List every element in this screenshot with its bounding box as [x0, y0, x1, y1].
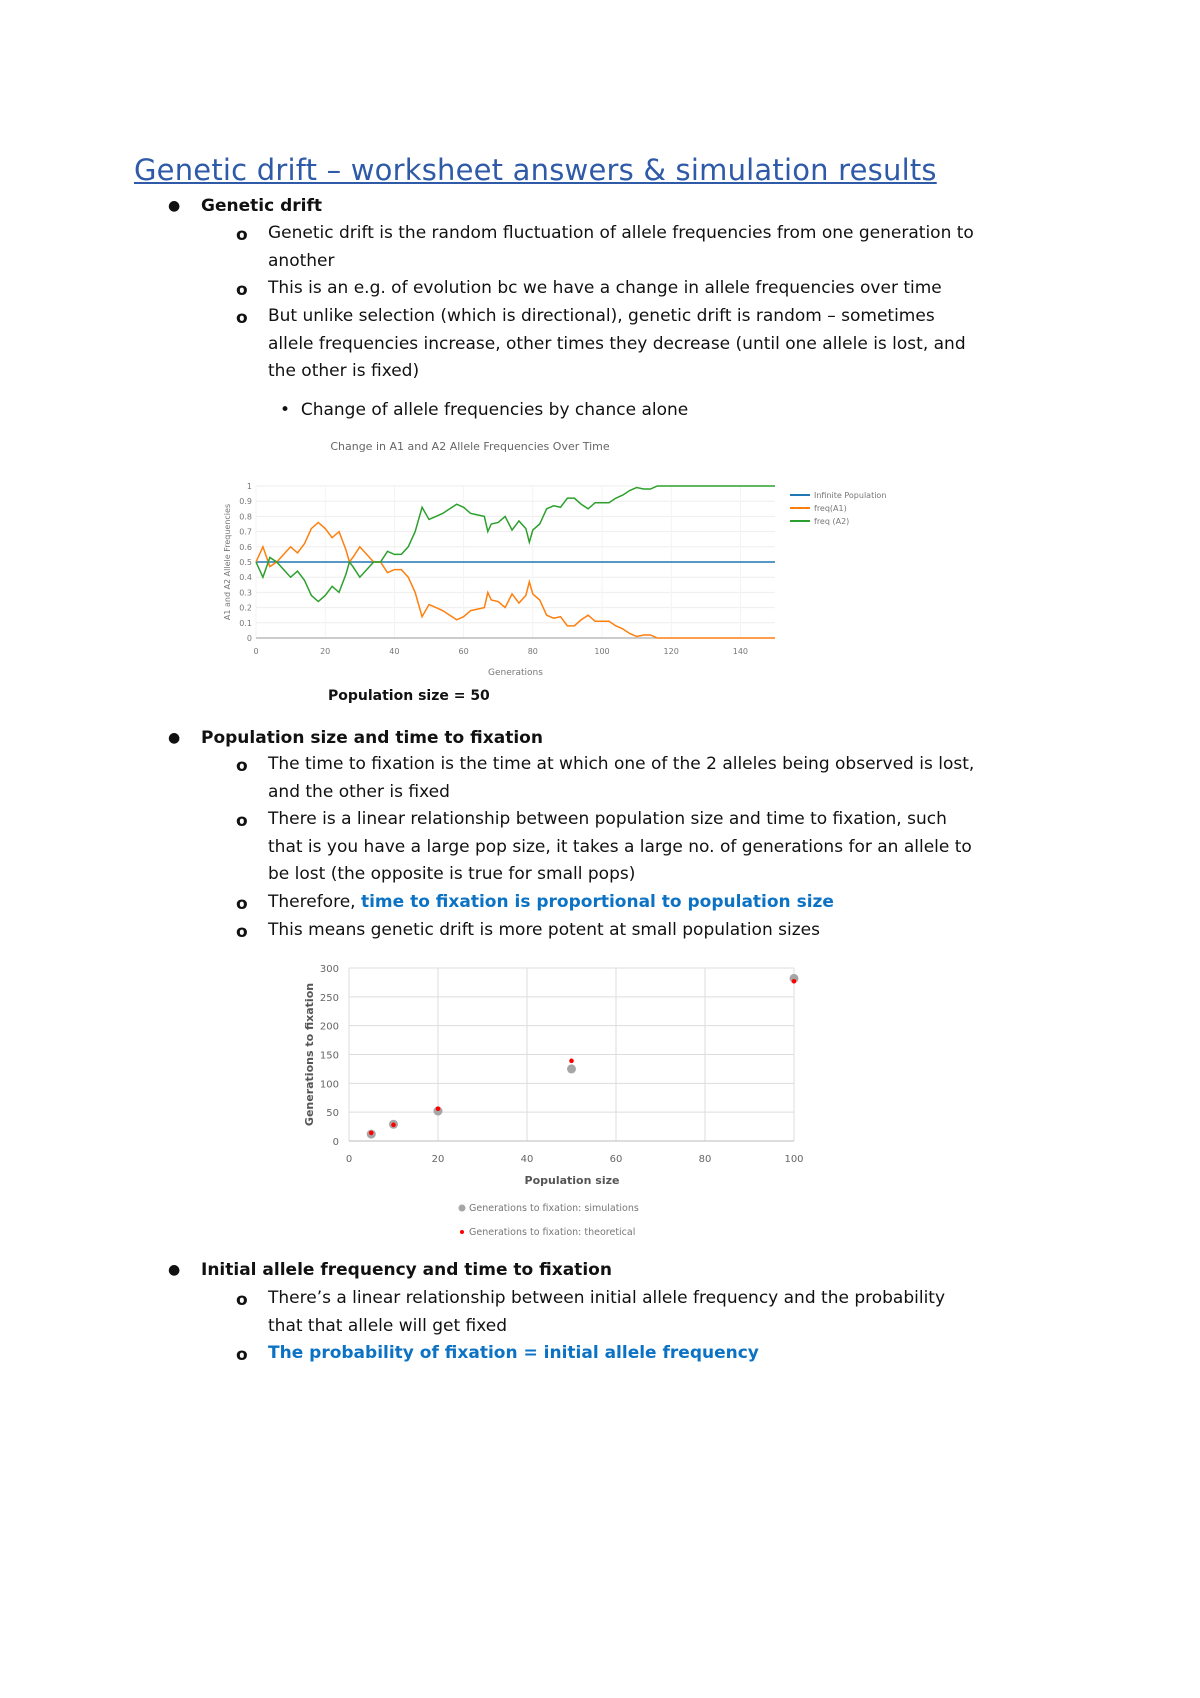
list-item: This is an e.g. of evolution bc we have a change in allele frequencies over time — [268, 278, 942, 298]
data-point-theoretical — [391, 1123, 396, 1128]
x-tick-label: 80 — [698, 1154, 712, 1165]
bullet-icon: ● — [168, 198, 181, 214]
x-tick-label: 120 — [663, 647, 679, 656]
x-tick-label: 20 — [431, 1154, 445, 1165]
legend-label: freq(A1) — [814, 504, 847, 513]
y-tick-label: 1 — [246, 482, 252, 491]
x-tick-label: 140 — [732, 647, 749, 656]
y-axis-label: Generations to fixation — [303, 982, 316, 1127]
chart-title: Change in A1 and A2 Allele Frequencies Over Time — [330, 440, 610, 453]
y-tick-label: 0.3 — [239, 588, 252, 598]
legend-label: Generations to fixation: simulations — [469, 1203, 639, 1214]
legend-marker — [460, 1230, 464, 1234]
y-tick-label: 250 — [319, 992, 339, 1004]
list-item: The probability of fixation = initial allele frequency — [268, 1343, 759, 1363]
x-tick-label: 80 — [527, 647, 538, 656]
section-heading: Population size and time to fixation — [201, 728, 543, 748]
y-tick-label: 0.5 — [239, 558, 252, 567]
x-tick-label: 0 — [253, 647, 259, 656]
y-tick-label: 100 — [319, 1079, 339, 1091]
x-tick-label: 60 — [609, 1154, 623, 1165]
sub-bullet-icon: o — [236, 894, 248, 914]
sub-bullet-icon: o — [236, 280, 248, 300]
legend-label: Infinite Population — [814, 491, 887, 500]
x-tick-label: 100 — [594, 647, 610, 656]
x-axis-label: Generations — [488, 668, 543, 678]
data-point-theoretical — [436, 1106, 441, 1111]
sub-bullet-icon: o — [236, 1345, 248, 1365]
bullet-icon: ● — [168, 1262, 181, 1278]
y-tick-label: 0.9 — [239, 497, 252, 507]
list-item: There is a linear relationship between population size and time to fixation, such that is you have a large pop size, it takes a large no. of generations for an allele to be lost (the opposite is true for small pops) — [268, 809, 972, 884]
sub-bullet-icon: o — [236, 225, 248, 245]
series-line-freq-a2 — [256, 486, 775, 602]
series-line-freq-a1 — [256, 522, 775, 638]
list-item: But unlike selection (which is directional), genetic drift is random – sometimes allele frequencies increase, other times they decrease (until one allele is lost, and the other is fixed) — [268, 306, 966, 381]
y-tick-label: 0 — [332, 1137, 339, 1148]
figure-bullet-text: Change of allele frequencies by chance alone — [300, 400, 689, 420]
highlight-text: time to fixation is proportional to population size — [360, 892, 834, 912]
y-tick-label: 50 — [326, 1108, 339, 1120]
y-tick-label: 0.4 — [239, 573, 252, 583]
sub-bullet-icon: o — [236, 756, 248, 776]
y-tick-label: 0.2 — [239, 603, 252, 613]
list-item: This means genetic drift is more potent at small population sizes — [268, 920, 820, 940]
y-tick-label: 0.1 — [239, 618, 252, 628]
x-tick-label: 0 — [345, 1154, 353, 1165]
data-point-theoretical — [369, 1131, 374, 1136]
y-axis-label: A1 and A2 Allele Frequencies — [223, 503, 232, 621]
list-item: The time to fixation is the time at which one of the 2 alleles being observed is lost, and the other is fixed — [268, 754, 975, 802]
data-point-simulation — [567, 1064, 576, 1073]
page-title: Genetic drift – worksheet answers & simulation results — [134, 153, 937, 187]
sub-bullet-icon: o — [236, 308, 248, 328]
sub-bullet-icon: o — [236, 1290, 248, 1310]
data-point-theoretical — [569, 1059, 574, 1064]
y-tick-label: 300 — [319, 964, 339, 975]
y-tick-label: 0.6 — [239, 542, 252, 552]
legend-label: freq (A2) — [814, 517, 850, 526]
x-tick-label: 40 — [520, 1154, 534, 1165]
figure-caption: Population size = 50 — [328, 688, 490, 704]
section-heading: Genetic drift — [201, 196, 322, 216]
figure-bullet: • Change of allele frequencies by chance alone — [280, 400, 689, 420]
list-item: Genetic drift is the random fluctuation of allele frequencies from one generation to another — [268, 223, 974, 271]
list-item-text: Therefore, — [268, 892, 361, 912]
x-tick-label: 40 — [389, 647, 400, 656]
y-tick-label: 0.7 — [239, 527, 252, 537]
fixation-scatter-chart — [295, 955, 825, 1245]
legend-marker — [459, 1205, 466, 1212]
list-item: There’s a linear relationship between initial allele frequency and the probability that that allele will get fixed — [268, 1288, 946, 1336]
list-item — [268, 889, 978, 917]
y-tick-label: 0 — [246, 634, 252, 643]
x-tick-label: 60 — [458, 647, 469, 656]
data-point-theoretical — [792, 979, 797, 984]
y-tick-label: 200 — [319, 1021, 339, 1033]
allele-frequency-line-chart — [220, 430, 900, 680]
section-heading: Initial allele frequency and time to fixation — [201, 1260, 612, 1280]
sub-bullet-icon: o — [236, 922, 248, 942]
sub-bullet-icon: o — [236, 811, 248, 831]
legend-label: Generations to fixation: theoretical — [469, 1227, 636, 1238]
x-tick-label: 20 — [320, 647, 331, 656]
y-tick-label: 0.8 — [239, 512, 252, 522]
x-axis-label: Population size — [524, 1174, 620, 1187]
bullet-icon: ● — [168, 730, 181, 746]
y-tick-label: 150 — [319, 1050, 339, 1062]
x-tick-label: 100 — [784, 1154, 804, 1165]
